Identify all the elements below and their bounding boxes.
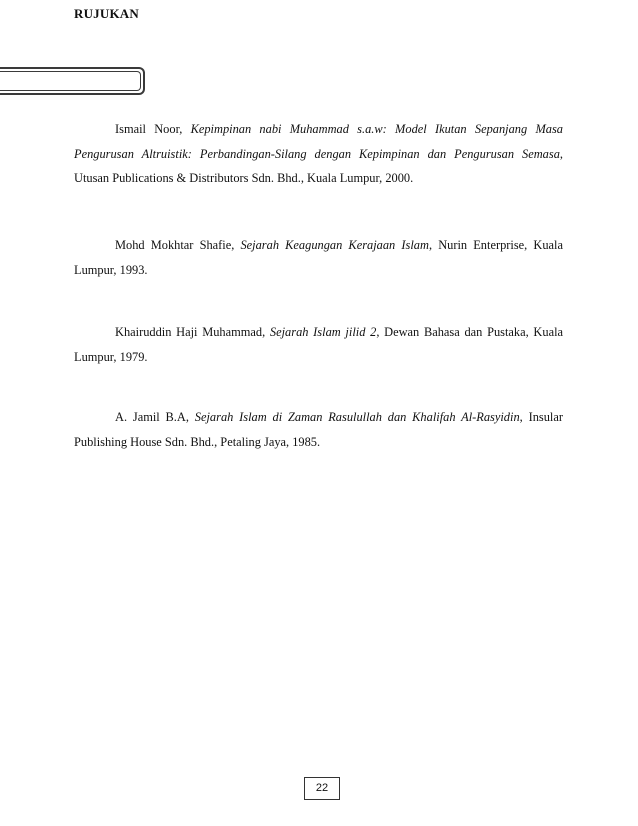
reference-entry: A. Jamil B.A, Sejarah Islam di Zaman Rasulullah dan Khalifah Al-Rasyidin, Insular Publishing House Sdn. Bhd., Petaling Jaya, 1985. (74, 410, 564, 449)
reference-author: Ismail Noor (115, 122, 180, 136)
reference-author: Khairuddin Haji Muhammad (115, 325, 263, 339)
reference-title: Sejarah Keagungan Kerajaan Islam (240, 238, 429, 252)
reference-publisher: Utusan Publications & Distributors Sdn. Bhd., Kuala Lumpur, 2000. (74, 171, 414, 185)
reference-entry: Ismail Noor, Kepimpinan nabi Muhammad s.a.w: Model Ikutan Sepanjang Masa Pengurusan Altruistik: Perbandingan-Silang dengan Kepimpinan dan Pengurusan Semasa, Utusan Publications & Distributors Sdn. Bhd., Kuala Lumpur, 2000. (74, 122, 563, 185)
page-number: 22 (304, 777, 340, 800)
reference-title: Kepimpinan nabi Muhammad s.a.w: Model Ikutan Sepanjang Masa Pengurusan Altruistik: Perbandingan-Silang dengan Kepimpinan dan Pengurusan Semasa (74, 122, 563, 161)
reference-publisher: Nurin Enterprise, Kuala Lumpur, 1993. (74, 238, 563, 277)
reference-author: Mohd Mokhtar Shafie (115, 238, 232, 252)
reference-author: A. Jamil B.A (115, 410, 186, 424)
section-title: RUJUKAN (74, 6, 139, 21)
reference-entry: Mohd Mokhtar Shafie, Sejarah Keagungan Kerajaan Islam, Nurin Enterprise, Kuala Lumpur, 1993. (74, 238, 563, 277)
section-header-box (0, 67, 145, 95)
reference-entry: Khairuddin Haji Muhammad, Sejarah Islam jilid 2, Dewan Bahasa dan Pustaka, Kuala Lumpur, 1979. (74, 325, 564, 364)
reference-publisher: Dewan Bahasa dan Pustaka, Kuala Lumpur, 1979. (74, 325, 564, 364)
reference-title: Sejarah Islam di Zaman Rasulullah dan Khalifah Al-Rasyidin (194, 410, 520, 424)
reference-publisher: Insular Publishing House Sdn. Bhd., Petaling Jaya, 1985. (74, 410, 564, 449)
reference-title: Sejarah Islam jilid 2 (269, 325, 377, 339)
